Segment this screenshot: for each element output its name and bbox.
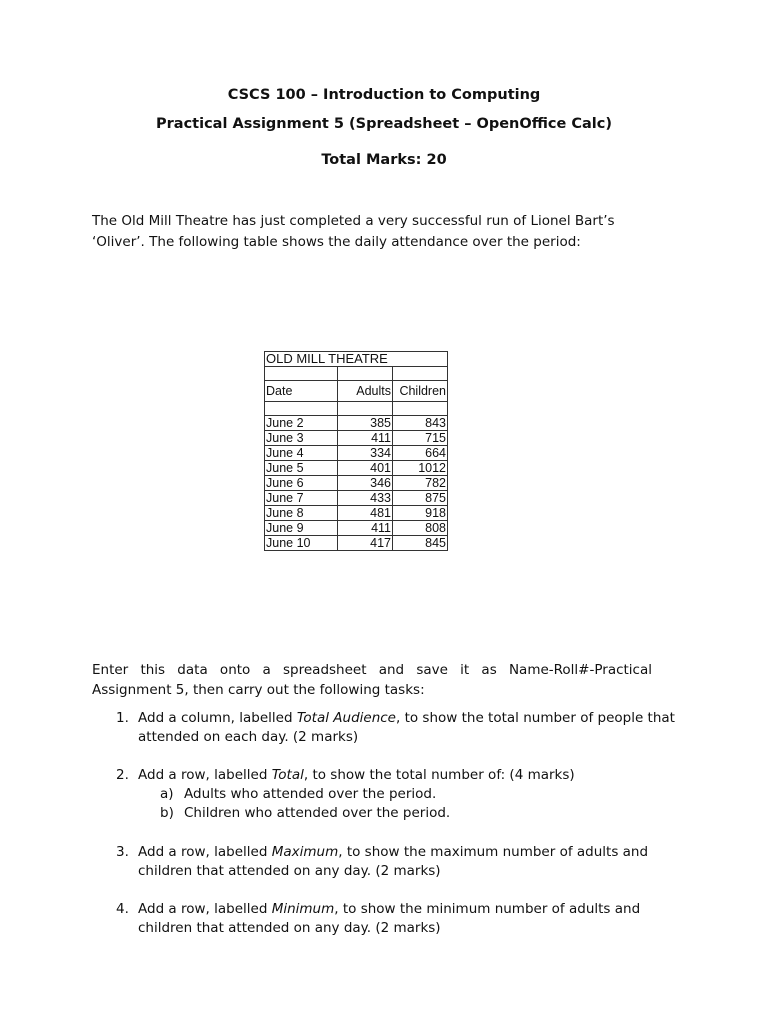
cell-children: 918 — [393, 506, 448, 521]
table-row — [265, 461, 448, 476]
cell-adults: 411 — [338, 521, 393, 536]
task-label: Maximum — [271, 844, 339, 860]
cell-children: 843 — [393, 416, 448, 431]
intro-paragraph: The Old Mill Theatre has just completed a very successful run of Lionel Bart’s ‘Oliver’. The following table shows the daily attendance over the period: — [92, 213, 615, 250]
cell-adults: 417 — [338, 536, 393, 551]
task-text-post: , to show the minimum number of adults and children that attended on any day. (2 marks) — [138, 901, 641, 936]
cell-adults: 433 — [338, 491, 393, 506]
subtask-letter: b) — [160, 805, 174, 821]
table-row — [265, 416, 448, 431]
course-title: CSCS 100 – Introduction to Computing — [227, 87, 541, 103]
cell-children: 808 — [393, 521, 448, 536]
task-number: 4. — [116, 901, 129, 917]
table-row — [265, 521, 448, 536]
task-text-pre: Add a row, labelled — [138, 844, 272, 860]
cell-children: 1012 — [393, 461, 448, 476]
instructions-paragraph: Enter this data onto a spreadsheet and save it as Name-Roll#-Practical Assignment 5, then carry out the following tasks: — [92, 662, 652, 698]
cell-children: 664 — [393, 446, 448, 461]
cell-adults: 481 — [338, 506, 393, 521]
task-4 — [116, 900, 676, 938]
total-marks: Total Marks: 20 — [321, 152, 447, 168]
cell-adults: 334 — [338, 446, 393, 461]
task-text-pre: Add a row, labelled — [138, 901, 272, 917]
cell-date: June 2 — [265, 416, 338, 431]
task-number: 1. — [116, 710, 129, 726]
table-row — [265, 506, 448, 521]
table-row — [265, 476, 448, 491]
subtask-a — [160, 785, 676, 804]
task-text-post: , to show the total number of people that attended on each day. (2 marks) — [138, 710, 675, 745]
cell-date: June 10 — [265, 536, 338, 551]
table-row — [265, 446, 448, 461]
task-2 — [116, 766, 676, 823]
cell-date: June 5 — [265, 461, 338, 476]
cell-children: 782 — [393, 476, 448, 491]
header-children: Children — [393, 381, 448, 402]
task-label: Minimum — [271, 901, 335, 917]
subtask-letter: a) — [160, 786, 174, 802]
attendance-table — [264, 351, 448, 551]
cell-date: June 4 — [265, 446, 338, 461]
task-3 — [116, 843, 676, 881]
assignment-title: Practical Assignment 5 (Spreadsheet – OpenOffice Calc) — [156, 116, 612, 132]
subtask-b — [160, 804, 676, 823]
cell-adults: 385 — [338, 416, 393, 431]
task-number: 3. — [116, 844, 129, 860]
subtask-text: Adults who attended over the period. — [184, 786, 437, 802]
cell-date: June 9 — [265, 521, 338, 536]
cell-date: June 7 — [265, 491, 338, 506]
cell-children: 715 — [393, 431, 448, 446]
cell-children: 845 — [393, 536, 448, 551]
cell-date: June 6 — [265, 476, 338, 491]
task-text-post: , to show the total number of: (4 marks) — [303, 767, 575, 783]
cell-adults: 346 — [338, 476, 393, 491]
table-row — [265, 536, 448, 551]
table-row — [265, 431, 448, 446]
task-label: Total — [271, 767, 304, 783]
task-text-post: , to show the maximum number of adults and children that attended on any day. (2 marks) — [138, 844, 649, 879]
task-1 — [116, 709, 676, 747]
cell-date: June 8 — [265, 506, 338, 521]
task-text-pre: Add a row, labelled — [138, 767, 272, 783]
header-date: Date — [265, 381, 338, 402]
cell-adults: 401 — [338, 461, 393, 476]
task-text-pre: Add a column, labelled — [138, 710, 297, 726]
table-title: OLD MILL THEATRE — [265, 352, 448, 367]
cell-date: June 3 — [265, 431, 338, 446]
subtask-text: Children who attended over the period. — [184, 805, 451, 821]
table-header-row — [265, 381, 448, 402]
cell-children: 875 — [393, 491, 448, 506]
task-number: 2. — [116, 767, 129, 783]
task-label: Total Audience — [296, 710, 396, 726]
cell-adults: 411 — [338, 431, 393, 446]
table-row — [265, 491, 448, 506]
header-adults: Adults — [338, 381, 393, 402]
